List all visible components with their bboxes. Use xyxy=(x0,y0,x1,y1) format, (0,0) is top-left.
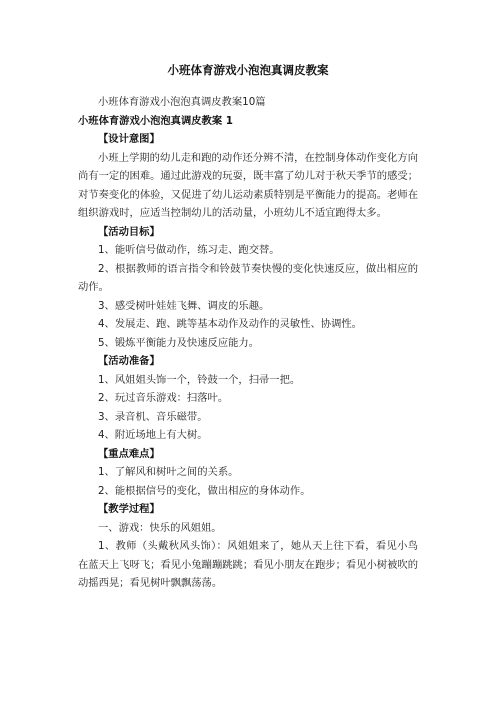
prep-item: 3、录音机、音乐磁带。 xyxy=(98,410,208,423)
key-item: 2、能根据信号的变化，做出相应的身体动作。 xyxy=(98,484,311,497)
intro-line: 小班体育游戏小泡泡真调皮教案10篇 xyxy=(98,96,266,108)
goals-heading: 【活动目标】 xyxy=(98,225,160,238)
section-title: 小班体育游戏小泡泡真调皮教案 1 xyxy=(78,114,233,127)
goal-item: 2、根据教师的语言指令和铃鼓节奏快慢的变化快速反应，做出相应的动作。 xyxy=(78,262,418,293)
goal-item: 5、锻炼平衡能力及快速反应能力。 xyxy=(98,336,260,349)
goal-item: 4、发展走、跑、跳等基本动作及动作的灵敏性、协调性。 xyxy=(98,318,362,330)
page-title: 小班体育游戏小泡泡真调皮教案 xyxy=(167,63,329,77)
prep-item: 2、玩过音乐游戏：扫落叶。 xyxy=(98,392,229,404)
prep-heading: 【活动准备】 xyxy=(98,355,160,367)
prep-item: 4、附近场地上有大树。 xyxy=(98,429,208,441)
key-item: 1、了解风和树叶之间的关系。 xyxy=(98,466,239,478)
design-heading: 【设计意图】 xyxy=(98,133,160,145)
goal-item: 1、能听信号做动作，练习走、跑交替。 xyxy=(98,244,280,256)
document-body xyxy=(78,93,418,593)
process-heading: 【教学过程】 xyxy=(98,503,160,515)
prep-item: 1、风姐姐头饰一个，铃鼓一个，扫帚一把。 xyxy=(98,373,301,386)
goal-item: 3、感受树叶娃娃飞舞、调皮的乐趣。 xyxy=(98,299,270,312)
design-paragraph: 小班上学期的幼儿走和跑的动作还分辨不清，在控制身体动作变化方向尚有一定的困难。通过此游戏的玩耍，既丰富了幼儿对于秋天季节的感受；对节奏变化的体验，又促进了幼儿运动素质特别是平衡能力的提高。老师在组织游戏时，应适当控制幼儿的活动量，小班幼儿不适宜跑得太多。 xyxy=(78,151,418,219)
process-item: 一、游戏：快乐的风姐姐。 xyxy=(98,521,222,534)
process-item: 1、教师（头戴秋风头饰）：风姐姐来了，她从天上往下看，看见小鸟在蓝天上飞呀飞；看见小兔蹦蹦跳跳；看见小朋友在跑步；看见小树被吹的动摇西晃；看见树叶飘飘荡荡。 xyxy=(78,540,418,589)
key-heading: 【重点难点】 xyxy=(98,447,160,460)
